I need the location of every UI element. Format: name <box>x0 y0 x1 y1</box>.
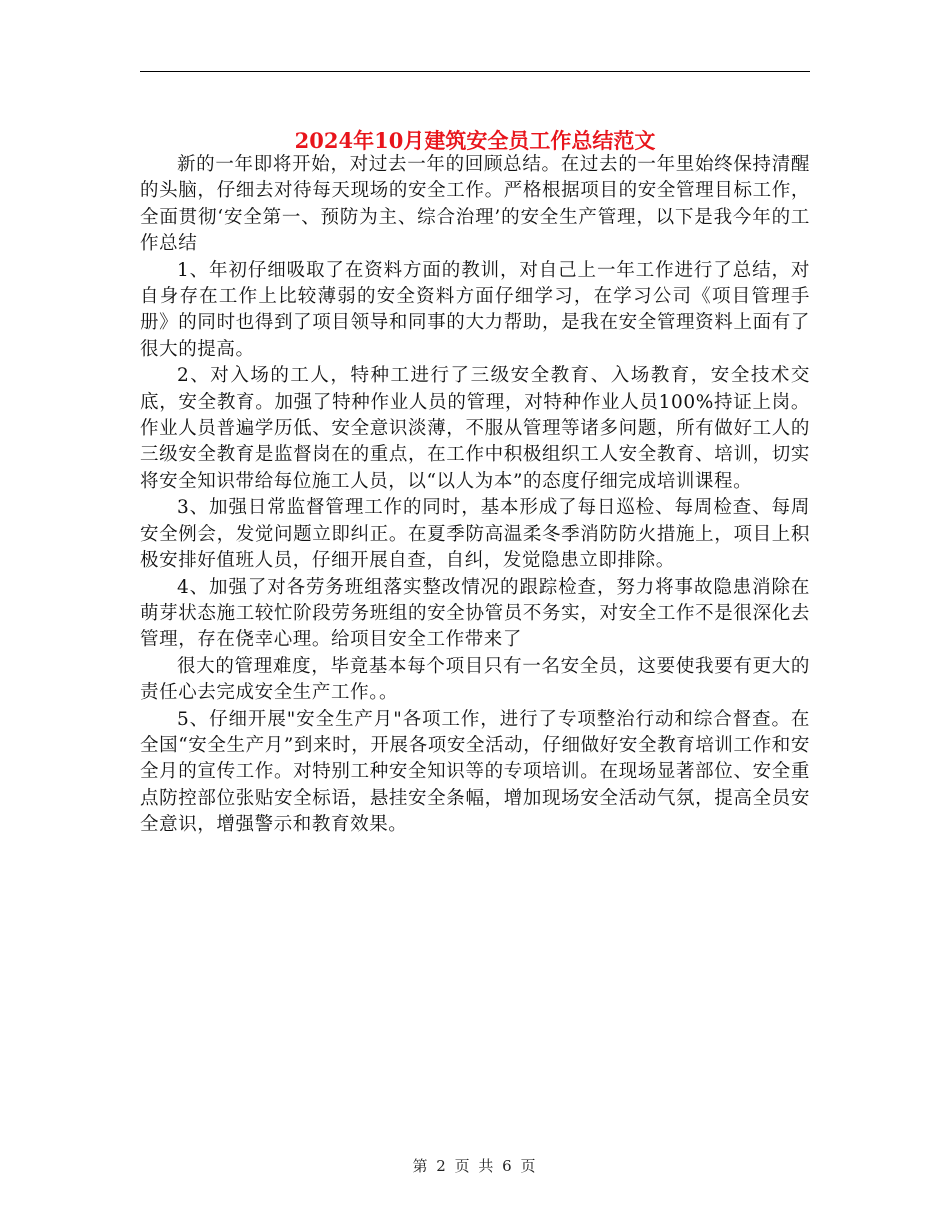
paragraph-item-5: 5、仔细开展"安全生产月"各项工作，进行了专项整治行动和综合督查。在全国“安全生产月”到来时，开展各项安全活动，仔细做好安全教育培训工作和安全月的宣传工作。对特别工种安全知识等的专项培训。在现场显著部位、安全重点防控部位张贴安全标语，悬挂安全条幅，增加现场安全活动气氛，提高全员安全意识，增强警示和教育效果。 <box>140 708 810 836</box>
paragraph-item-4-continued: 很大的管理难度，毕竟基本每个项目只有一名安全员，这要使我要有更大的责任心去完成安全生产工作。。 <box>140 655 810 704</box>
paragraph-item-2: 2、对入场的工人，特种工进行了三级安全教育、入场教育，安全技术交底，安全教育。加强了特种作业人员的管理，对特种作业人员100%持证上岗。作业人员普遍学历低、安全意识淡薄，不服从管理等诸多问题，所有做好工人的三级安全教育是监督岗在的重点，在工作中积极组织工人安全教育、培训，切实将安全知识带给每位施工人员，以“以人为本”的态度仔细完成培训课程。 <box>140 365 810 492</box>
document-title: 2024年10月建筑安全员工作总结范文 <box>294 128 656 154</box>
paragraph-intro: 新的一年即将开始，对过去一年的回顾总结。在过去的一年里始终保持清醒的头脑，仔细去对待每天现场的安全工作。严格根据项目的安全管理目标工作，全面贯彻‘安全第一、预防为主、综合治理’的安全生产管理，以下是我今年的工作总结 <box>140 154 810 255</box>
page-number: 第 2 页 共 6 页 <box>412 1157 538 1175</box>
header-rule <box>140 71 810 72</box>
document-body <box>140 152 810 839</box>
paragraph-item-1: 1、年初仔细吸取了在资料方面的教训，对自己上一年工作进行了总结，对自身存在工作上比较薄弱的安全资料方面仔细学习，在学习公司《项目管理手册》的同时也得到了项目领导和同事的大力帮助，是我在安全管理资料上面有了很大的提高。 <box>140 259 810 360</box>
paragraph-item-3: 3、加强日常监督管理工作的同时，基本形成了每日巡检、每周检查、每周安全例会，发觉问题立即纠正。在夏季防高温柔冬季消防防火措施上，项目上积极安排好值班人员，仔细开展自查，自纠，发觉隐患立即排除。 <box>140 497 810 572</box>
paragraph-item-4: 4、加强了对各劳务班组落实整改情况的跟踪检查，努力将事故隐患消除在萌芽状态施工较忙阶段劳务班组的安全协管员不务实，对安全工作不是很深化去管理，存在侥幸心理。给项目安全工作带来了 <box>140 576 810 651</box>
